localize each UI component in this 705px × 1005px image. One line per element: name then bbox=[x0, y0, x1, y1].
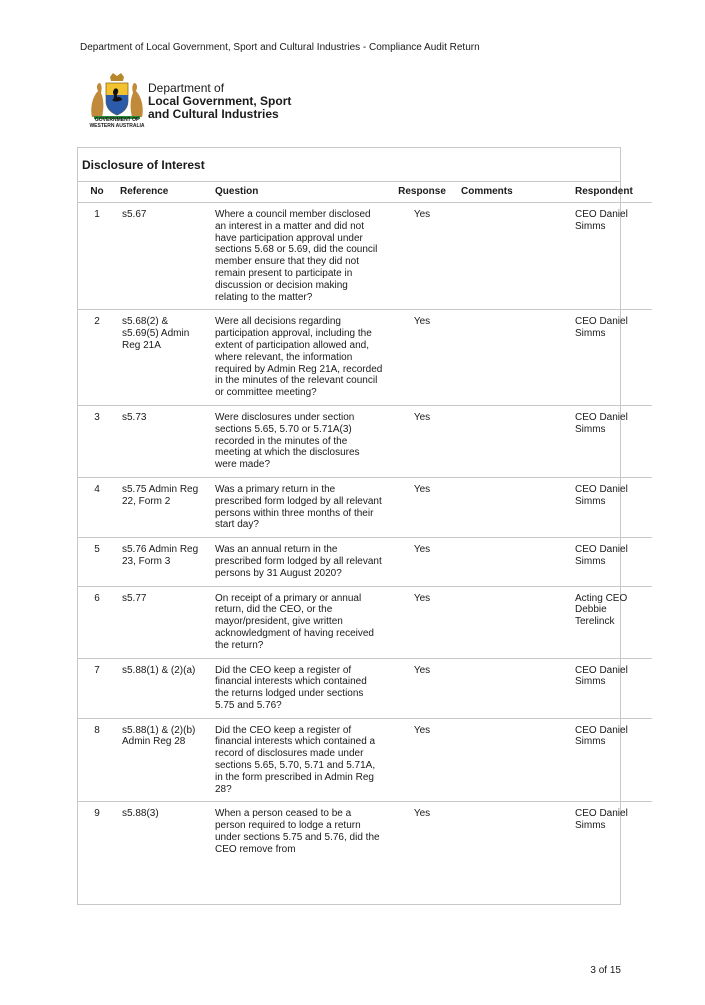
cell-question: Did the CEO keep a register of financial interests which contained a record of disclosures made under sections 5.65, 5.70, 5.71 and 5.71A, in the form prescribed in Admin Reg 28? bbox=[211, 718, 387, 802]
cell-response: Yes bbox=[387, 658, 457, 718]
cell-respondent: CEO Daniel Simms bbox=[571, 310, 652, 406]
table-row bbox=[78, 658, 652, 718]
column-header-reference: Reference bbox=[116, 182, 211, 203]
document-header: Department of Local Government, Sport and Cultural Industries - Compliance Audit Return bbox=[80, 42, 480, 53]
compliance-table bbox=[78, 182, 652, 862]
department-name bbox=[148, 82, 291, 121]
cell-no: 2 bbox=[78, 310, 116, 406]
cell-reference: s5.88(1) & (2)(a) bbox=[116, 658, 211, 718]
cell-question: Were all decisions regarding participation approval, including the extent of participation allowed and, where relevant, the information required by Admin Reg 21A, recorded in the minutes of the relevant council or committee meeting? bbox=[211, 310, 387, 406]
cell-comments bbox=[457, 802, 571, 862]
cell-no: 4 bbox=[78, 477, 116, 537]
cell-comments bbox=[457, 538, 571, 586]
cell-no: 6 bbox=[78, 586, 116, 658]
cell-reference: s5.88(1) & (2)(b) Admin Reg 28 bbox=[116, 718, 211, 802]
column-header-no: No bbox=[78, 182, 116, 203]
cell-no: 8 bbox=[78, 718, 116, 802]
cell-no: 1 bbox=[78, 203, 116, 310]
wa-crest-icon bbox=[84, 73, 150, 123]
cell-response: Yes bbox=[387, 586, 457, 658]
crest-caption bbox=[84, 117, 150, 129]
column-header-comments: Comments bbox=[457, 182, 571, 203]
department-name-line-1: Department of bbox=[148, 81, 225, 95]
cell-reference: s5.76 Admin Reg 23, Form 3 bbox=[116, 538, 211, 586]
cell-reference: s5.88(3) bbox=[122, 808, 159, 820]
cell-question: When a person ceased to be a person required to lodge a return under sections 5.75 and 5.76, did the CEO remove from bbox=[215, 808, 380, 855]
table-row bbox=[78, 586, 652, 658]
cell-reference: s5.77 bbox=[116, 586, 211, 658]
cell-respondent: CEO Daniel Simms bbox=[571, 718, 652, 802]
cell-comments bbox=[457, 405, 571, 477]
cell-comments bbox=[457, 310, 571, 406]
table-row bbox=[78, 538, 652, 586]
table-row bbox=[78, 802, 652, 862]
table-header-row bbox=[78, 182, 652, 203]
cell-respondent: CEO Daniel Simms bbox=[571, 538, 652, 586]
cell-reference: s5.73 bbox=[116, 405, 211, 477]
cell-comments bbox=[457, 658, 571, 718]
cell-respondent: CEO Daniel Simms bbox=[571, 405, 652, 477]
cell-no: 5 bbox=[78, 538, 116, 586]
cell-respondent: Acting CEO Debbie Terelinck bbox=[571, 586, 652, 658]
column-header-response: Response bbox=[387, 182, 457, 203]
crest-caption-line-1: GOVERNMENT OF bbox=[94, 117, 140, 123]
cell-comments bbox=[457, 718, 571, 802]
column-header-respondent: Respondent bbox=[571, 182, 652, 203]
disclosure-of-interest-section bbox=[77, 147, 633, 905]
cell-question: Did the CEO keep a register of financial interests which contained the returns lodged under sections 5.75 and 5.76? bbox=[211, 658, 387, 718]
cell-respondent: CEO Daniel Simms bbox=[571, 658, 652, 718]
cell-reference: s5.75 Admin Reg 22, Form 2 bbox=[116, 477, 211, 537]
table-row bbox=[78, 477, 652, 537]
section-title: Disclosure of Interest bbox=[78, 148, 620, 182]
cell-comments bbox=[457, 203, 571, 310]
cell-response: Yes bbox=[387, 405, 457, 477]
cell-question: On receipt of a primary or annual return, did the CEO, or the mayor/president, give written acknowledgment of having received the return? bbox=[211, 586, 387, 658]
cell-response: Yes bbox=[387, 718, 457, 802]
table-row bbox=[78, 718, 652, 802]
cell-comments bbox=[457, 477, 571, 537]
cell-response: Yes bbox=[387, 310, 457, 406]
page-number: 3 of 15 bbox=[590, 965, 621, 976]
cell-no: 9 bbox=[94, 808, 100, 820]
cell-respondent: CEO Daniel Simms bbox=[571, 477, 652, 537]
cell-response: Yes bbox=[387, 203, 457, 310]
cell-question: Were disclosures under section sections 5.65, 5.70 or 5.71A(3) recorded in the minutes of the meeting at which the disclosures were made? bbox=[211, 405, 387, 477]
cell-response: Yes bbox=[387, 477, 457, 537]
cell-response: Yes bbox=[387, 538, 457, 586]
cell-response: Yes bbox=[413, 808, 431, 820]
crest-caption-line-2: WESTERN AUSTRALIA bbox=[89, 123, 145, 129]
table-row bbox=[78, 310, 652, 406]
cell-question: Was a primary return in the prescribed form lodged by all relevant persons within three months of their start day? bbox=[211, 477, 387, 537]
cell-respondent: CEO Daniel Simms bbox=[575, 808, 628, 832]
cell-no: 3 bbox=[78, 405, 116, 477]
cell-comments bbox=[457, 586, 571, 658]
cell-question: Where a council member disclosed an interest in a matter and did not have participation approval under sections 5.68 or 5.69, did the council member ensure that they did not remain present to participate in discussion or decision making relating to the matter? bbox=[211, 203, 387, 310]
cell-reference: s5.67 bbox=[116, 203, 211, 310]
department-logo bbox=[84, 73, 344, 135]
department-name-line-3: and Cultural Industries bbox=[148, 107, 279, 121]
cell-no: 7 bbox=[78, 658, 116, 718]
table-row bbox=[78, 405, 652, 477]
table-row bbox=[78, 203, 652, 310]
department-name-line-2: Local Government, Sport bbox=[148, 94, 292, 108]
column-header-question: Question bbox=[211, 182, 387, 203]
cell-respondent: CEO Daniel Simms bbox=[571, 203, 652, 310]
cell-reference: s5.68(2) & s5.69(5) Admin Reg 21A bbox=[116, 310, 211, 406]
cell-question: Was an annual return in the prescribed form lodged by all relevant persons by 31 August 2020? bbox=[211, 538, 387, 586]
